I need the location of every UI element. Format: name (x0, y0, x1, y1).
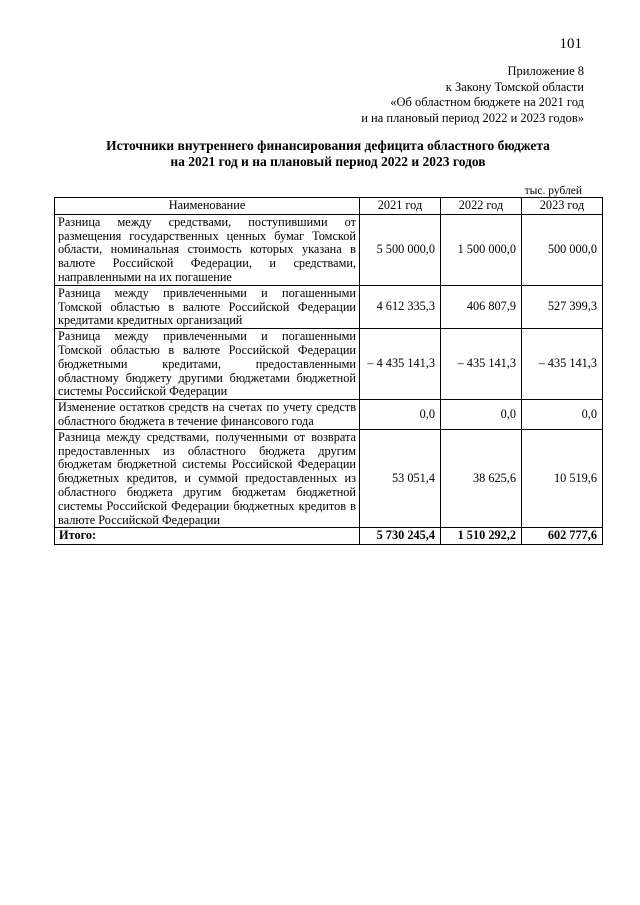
total-value-2023: 602 777,6 (522, 528, 603, 545)
appendix-line: Приложение 8 (507, 64, 584, 78)
row-value-2022: 1 500 000,0 (441, 214, 522, 285)
row-value-2022: 38 625,6 (441, 429, 522, 528)
total-label: Итого: (55, 528, 360, 545)
total-value-2021: 5 730 245,4 (360, 528, 441, 545)
table-row (55, 329, 603, 400)
table-row (55, 429, 603, 528)
row-value-2022: 406 807,9 (441, 285, 522, 328)
row-value-2021: 5 500 000,0 (360, 214, 441, 285)
row-value-2023: – 435 141,3 (522, 329, 603, 400)
row-name: Изменение остатков средств на счетах по учету средств областного бюджета в течение финансового года (55, 400, 360, 430)
title-line: Источники внутреннего финансирования дефицита областного бюджета (106, 138, 550, 153)
row-value-2022: 0,0 (441, 400, 522, 430)
title-line: на 2021 год и на плановый период 2022 и 2023 годов (170, 154, 486, 169)
row-value-2021: 0,0 (360, 400, 441, 430)
page-number: 101 (559, 36, 582, 52)
total-row (55, 528, 603, 545)
table-row (55, 400, 603, 430)
row-value-2023: 0,0 (522, 400, 603, 430)
row-name: Разница между привлеченными и погашенными Томской областью в валюте Российской Федерации бюджетными кредитами, предоставленными областному бюджету другими бюджетами бюджетной системы Российской Федерации (55, 329, 360, 400)
appendix-line: к Закону Томской области (445, 79, 584, 94)
row-value-2023: 527 399,3 (522, 285, 603, 328)
table-row (55, 285, 603, 328)
header-name: Наименование (55, 198, 360, 215)
row-value-2021: 53 051,4 (360, 429, 441, 528)
appendix-line: «Об областном бюджете на 2021 год (390, 95, 584, 109)
row-value-2021: – 4 435 141,3 (360, 329, 441, 400)
units-label: тыс. рублей (524, 185, 582, 197)
row-name: Разница между привлеченными и погашенными Томской областью в валюте Российской Федерации кредитами кредитных организаций (55, 285, 360, 328)
row-name: Разница между средствами, поступившими от размещения государственных ценных бумаг Томской области, номинальная стоимость которых указана в валюте Российской Федерации, и средствами, направленными на их погашение (55, 214, 360, 285)
header-2021: 2021 год (360, 198, 441, 215)
appendix-line: и на плановый период 2022 и 2023 годов» (361, 110, 584, 125)
row-value-2022: – 435 141,3 (441, 329, 522, 400)
document-title (54, 138, 602, 170)
total-value-2022: 1 510 292,2 (441, 528, 522, 545)
row-value-2023: 10 519,6 (522, 429, 603, 528)
table-header-row (55, 198, 603, 215)
appendix-note (361, 64, 584, 126)
financing-table (54, 197, 603, 545)
row-value-2021: 4 612 335,3 (360, 285, 441, 328)
row-name: Разница между средствами, полученными от возврата предоставленных из областного бюджета другим бюджетам бюджетной системы Российской Федерации бюджетных кредитов, и суммой предоставленных из областного бюджета другим бюджетам бюджетной системы Российской Федерации бюджетных кредитов в валюте Российской Федерации (55, 429, 360, 528)
row-value-2023: 500 000,0 (522, 214, 603, 285)
table-row (55, 214, 603, 285)
header-2023: 2023 год (522, 198, 603, 215)
header-2022: 2022 год (441, 198, 522, 215)
